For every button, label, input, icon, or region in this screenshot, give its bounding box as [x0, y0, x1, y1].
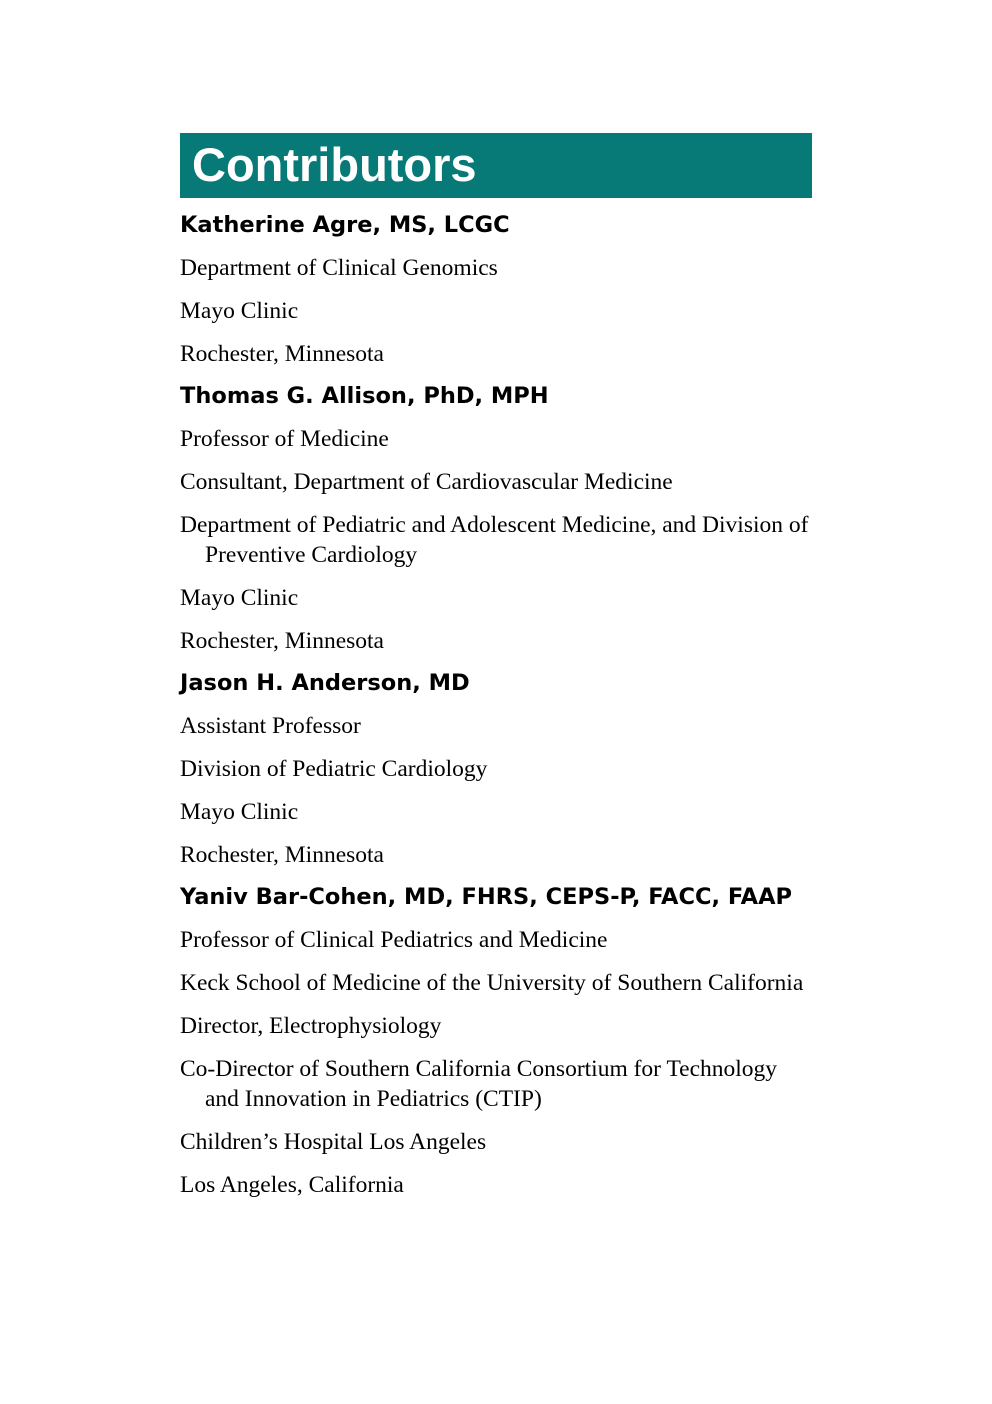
affiliation-line: Mayo Clinic	[180, 799, 299, 825]
section-heading-bar	[180, 133, 812, 198]
contributors-page	[180, 133, 812, 1200]
affiliation-line: Director, Electrophysiology	[180, 1013, 442, 1039]
section-title: Contributors	[192, 137, 477, 191]
affiliation-line: Mayo Clinic	[180, 585, 299, 611]
affiliation-line: Professor of Medicine	[180, 426, 389, 452]
contributor-entry	[180, 381, 812, 656]
affiliation-line: Department of Pediatric and Adolescent Medicine, and Division of Preventive Cardiology	[180, 512, 809, 568]
affiliation-line: Mayo Clinic	[180, 298, 299, 324]
affiliation-line: Co-Director of Southern California Consortium for Technology and Innovation in Pediatrics (CTIP)	[180, 1056, 778, 1112]
affiliation-line: Department of Clinical Genomics	[180, 255, 498, 281]
affiliation-line: Division of Pediatric Cardiology	[180, 756, 488, 782]
contributor-name: Yaniv Bar-Cohen, MD, FHRS, CEPS-P, FACC, FAAP	[180, 884, 792, 910]
affiliation-line: Keck School of Medicine of the University of Southern California	[180, 970, 804, 996]
contributor-name: Thomas G. Allison, PhD, MPH	[180, 383, 549, 409]
affiliation-line: Professor of Clinical Pediatrics and Medicine	[180, 927, 608, 953]
affiliation-line: Rochester, Minnesota	[180, 341, 384, 367]
affiliation-line: Rochester, Minnesota	[180, 628, 384, 654]
contributor-entry	[180, 882, 812, 1200]
affiliation-line: Children’s Hospital Los Angeles	[180, 1129, 487, 1155]
contributor-entry	[180, 668, 812, 870]
affiliation-line: Consultant, Department of Cardiovascular Medicine	[180, 469, 673, 495]
affiliation-line: Rochester, Minnesota	[180, 842, 384, 868]
affiliation-line: Assistant Professor	[180, 713, 361, 739]
affiliation-line: Los Angeles, California	[180, 1172, 404, 1198]
contributor-name: Jason H. Anderson, MD	[180, 670, 470, 696]
contributor-name: Katherine Agre, MS, LCGC	[180, 212, 510, 238]
contributor-entry	[180, 210, 812, 369]
